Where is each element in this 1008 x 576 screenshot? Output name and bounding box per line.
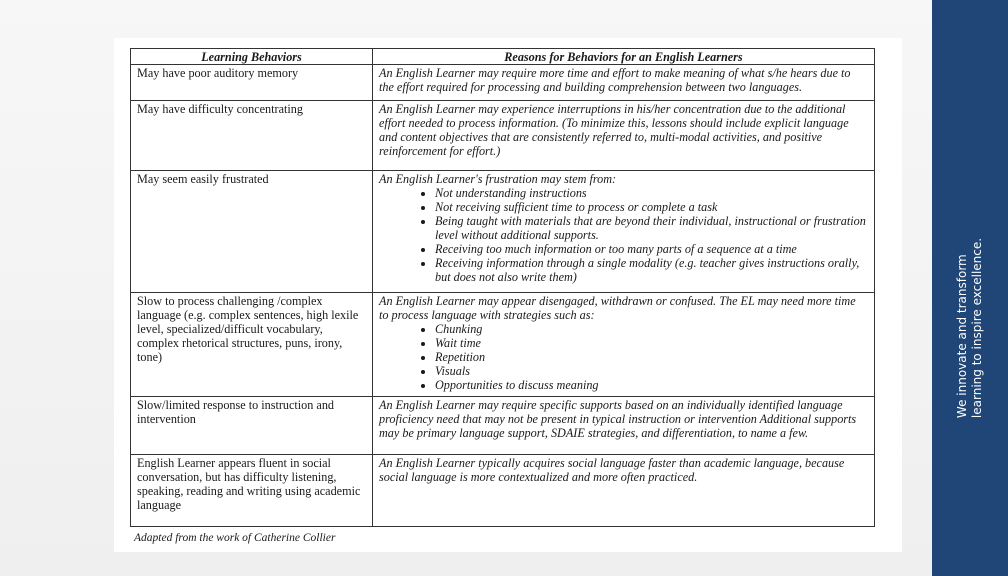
table-row — [131, 293, 875, 397]
list-item: • Not receiving sufficient time to process or complete a task — [435, 200, 868, 214]
header-reasons: Reasons for Behaviors for an English Learners — [373, 49, 875, 65]
header-learning-behaviors: Learning Behaviors — [131, 49, 373, 65]
table-header-row — [131, 49, 875, 65]
reason-cell — [373, 293, 875, 397]
behavior-cell: May seem easily frustrated — [131, 171, 373, 293]
reason-cell: An English Learner may experience interruptions in his/her concentration due to the additional effort needed to process information. (To minimize this, lessons should include explicit language and content objectives that are consistently referred to, multi-modal activities, and positive reinforcement for effort.) — [373, 101, 875, 171]
tagline-line-2: learning to inspire excellence. — [970, 237, 984, 419]
reason-cell — [373, 171, 875, 293]
list-item: • Repetition — [435, 350, 868, 364]
behavior-cell: English Learner appears fluent in social conversation, but has difficulty listening, speaking, reading and writing using academic language — [131, 455, 373, 527]
list-item: • Visuals — [435, 364, 868, 378]
list-item: • Opportunities to discuss meaning — [435, 378, 868, 392]
behaviors-table — [130, 48, 875, 527]
reason-cell: An English Learner may require specific supports based on an individually identified language proficiency need that may not be present in typical instruction or intervention Additional supports may be primary language support, SDAIE strategies, and differentiation, to name a few. — [373, 397, 875, 455]
behavior-cell: May have poor auditory memory — [131, 65, 373, 101]
list-item: • Not understanding instructions — [435, 186, 868, 200]
list-item: • Wait time — [435, 336, 868, 350]
behavior-cell: May have difficulty concentrating — [131, 101, 373, 171]
reason-list — [379, 186, 868, 284]
reason-intro: An English Learner's frustration may stem from: — [379, 172, 617, 186]
table-row — [131, 171, 875, 293]
list-item: • Being taught with materials that are beyond their individual, instructional or frustration level without additional supports. — [435, 214, 868, 242]
reason-intro: An English Learner may appear disengaged, withdrawn or confused. The EL may need more time to process language with strategies such as: — [379, 294, 856, 322]
table-row — [131, 65, 875, 101]
credit-caption: Adapted from the work of Catherine Collier — [134, 532, 336, 544]
table-row — [131, 101, 875, 171]
behavior-cell: Slow/limited response to instruction and intervention — [131, 397, 373, 455]
behavior-cell: Slow to process challenging /complex language (e.g. complex sentences, high lexile level, specialized/difficult vocabulary, complex rhetorical structures, puns, irony, tone) — [131, 293, 373, 397]
table-row — [131, 397, 875, 455]
list-item: • Receiving information through a single modality (e.g. teacher gives instructions orally, but does not also write them) — [435, 256, 868, 284]
list-item: • Receiving too much information or too many parts of a sequence at a time — [435, 242, 868, 256]
sidebar — [932, 0, 1008, 576]
reason-list — [379, 322, 868, 392]
table-row — [131, 455, 875, 527]
list-item: • Chunking — [435, 322, 868, 336]
tagline-line-1: We innovate and transform — [955, 254, 969, 419]
document-image — [114, 38, 902, 552]
reason-cell: An English Learner may require more time and effort to make meaning of what s/he hears due to the effort required for processing and building comprehension between two languages. — [373, 65, 875, 101]
sidebar-tagline — [955, 238, 985, 418]
reason-cell: An English Learner typically acquires social language faster than academic language, because social language is more contextualized and more often practiced. — [373, 455, 875, 527]
